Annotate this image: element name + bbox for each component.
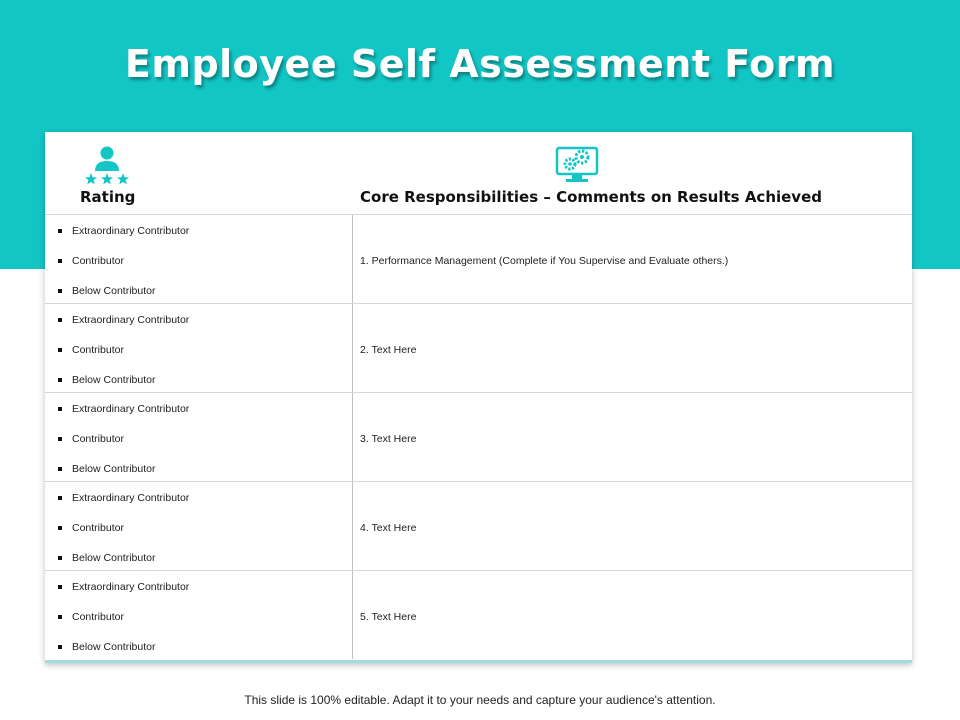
rating-option-label: Contributor	[72, 522, 124, 534]
rating-option-label: Below Contributor	[72, 552, 156, 564]
column-divider	[352, 571, 353, 659]
rating-option	[58, 433, 124, 445]
bullet-icon	[58, 289, 62, 293]
form-header	[45, 132, 912, 214]
responsibility-text: 1. Performance Management (Complete if You Supervise and Evaluate others.)	[360, 255, 729, 267]
core-responsibilities-column-header: Core Responsibilities – Comments on Results Achieved	[360, 188, 822, 206]
rating-option-label: Contributor	[72, 433, 124, 445]
rating-option	[58, 611, 124, 623]
rating-option-label: Extraordinary Contributor	[72, 581, 190, 593]
responsibility-text: 4. Text Here	[360, 522, 417, 534]
rating-option	[58, 285, 155, 297]
table-row	[45, 303, 912, 392]
rating-option	[58, 314, 189, 326]
rating-option	[58, 581, 189, 593]
responsibility-text: 3. Text Here	[360, 433, 417, 445]
rating-option	[58, 255, 124, 267]
bullet-icon	[58, 496, 62, 500]
assessment-form-card	[45, 132, 912, 663]
rating-option-label: Below Contributor	[72, 641, 156, 653]
rating-option	[58, 344, 124, 356]
bullet-icon	[58, 556, 62, 560]
responsibility-text: 5. Text Here	[360, 611, 417, 623]
rating-option	[58, 552, 155, 564]
bullet-icon	[58, 229, 62, 233]
column-divider	[352, 482, 353, 570]
bullet-icon	[58, 526, 62, 530]
bullet-icon	[58, 318, 62, 322]
rating-option-label: Below Contributor	[72, 374, 156, 386]
bullet-icon	[58, 348, 62, 352]
rating-option-label: Extraordinary Contributor	[72, 492, 190, 504]
rating-option-label: Contributor	[72, 611, 124, 623]
rating-option	[58, 374, 155, 386]
table-row	[45, 214, 912, 303]
page-title: Employee Self Assessment Form	[124, 42, 836, 86]
rating-option	[58, 641, 155, 653]
column-divider	[352, 304, 353, 392]
bullet-icon	[58, 645, 62, 649]
rating-option-label: Below Contributor	[72, 285, 156, 297]
bullet-icon	[58, 259, 62, 263]
rating-option	[58, 492, 189, 504]
rating-option	[58, 463, 155, 475]
rating-option-label: Contributor	[72, 255, 124, 267]
footer-note: This slide is 100% editable. Adapt it to your needs and capture your audience's attention.	[244, 693, 716, 707]
bullet-icon	[58, 585, 62, 589]
rating-option	[58, 225, 189, 237]
rating-option	[58, 522, 124, 534]
rating-column-header: Rating	[80, 188, 136, 206]
bullet-icon	[58, 407, 62, 411]
rating-option-label: Extraordinary Contributor	[72, 403, 190, 415]
rating-option	[58, 403, 189, 415]
table-row	[45, 392, 912, 481]
person-with-stars-icon	[82, 144, 132, 188]
monitor-gears-icon	[555, 146, 601, 184]
rating-option-label: Below Contributor	[72, 463, 156, 475]
bullet-icon	[58, 467, 62, 471]
column-divider	[352, 215, 353, 303]
responsibility-text: 2. Text Here	[360, 344, 417, 356]
rating-option-label: Extraordinary Contributor	[72, 314, 190, 326]
rating-option-label: Extraordinary Contributor	[72, 225, 190, 237]
bullet-icon	[58, 615, 62, 619]
bullet-icon	[58, 378, 62, 382]
bullet-icon	[58, 437, 62, 441]
rating-option-label: Contributor	[72, 344, 124, 356]
table-row	[45, 481, 912, 570]
column-divider	[352, 393, 353, 481]
table-row	[45, 570, 912, 659]
